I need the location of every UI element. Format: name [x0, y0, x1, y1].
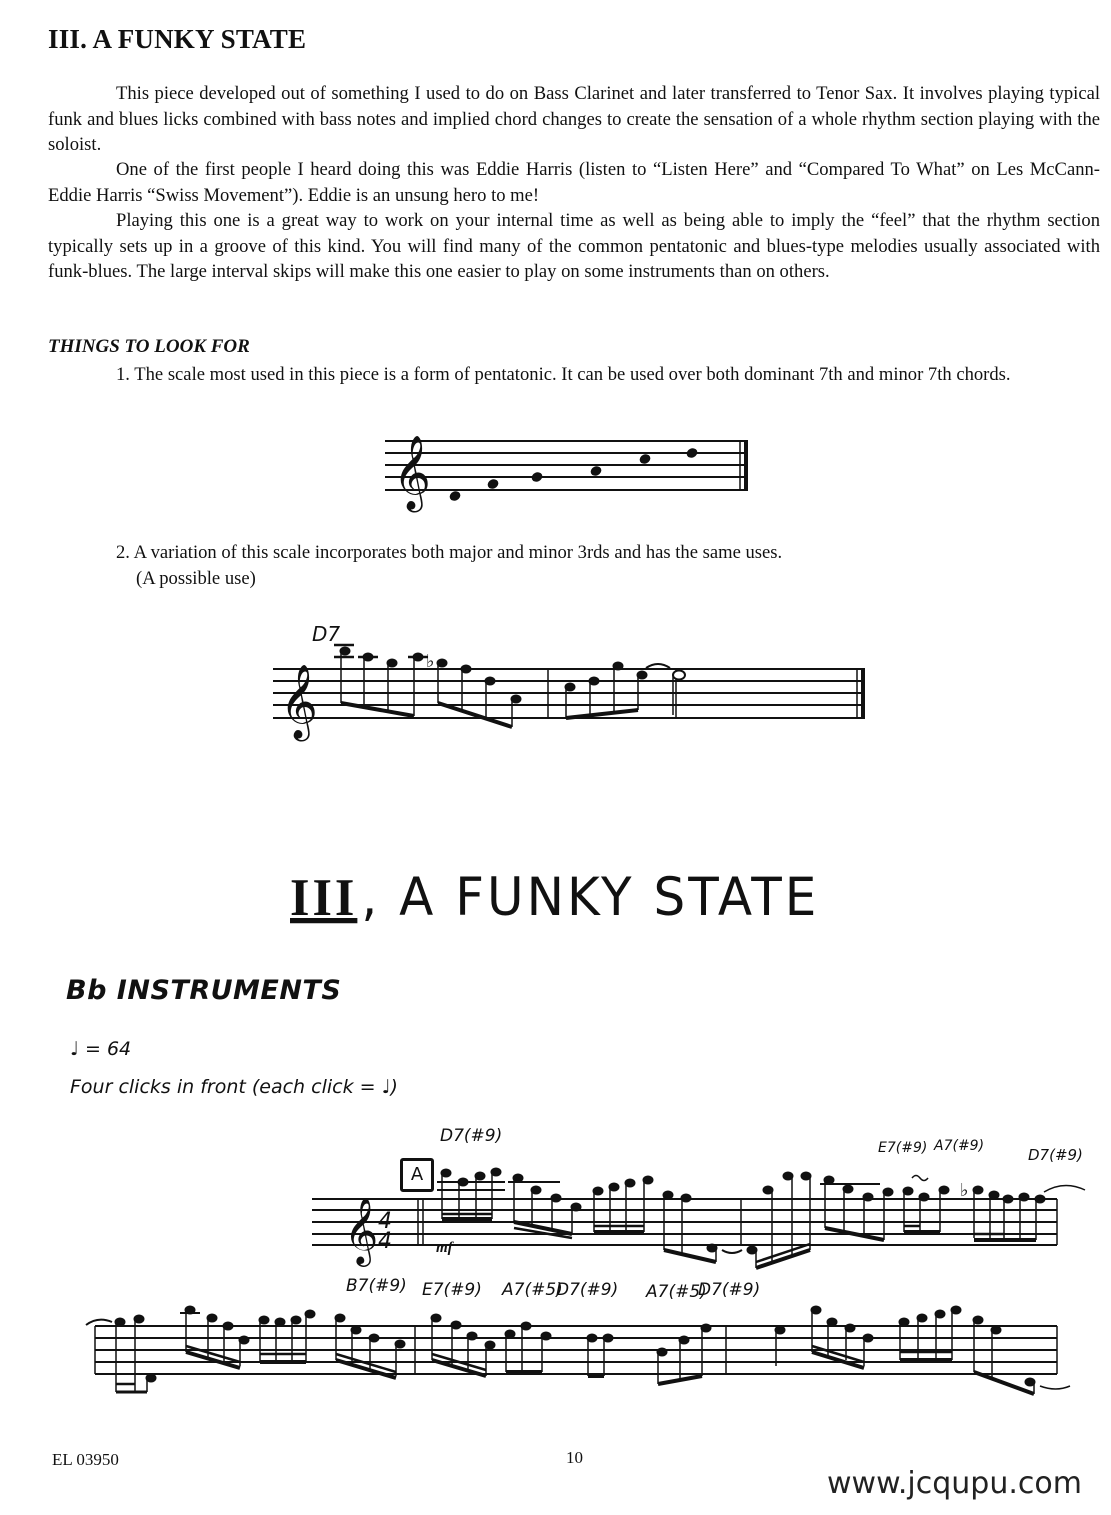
- item-text: A variation of this scale incorporates both major and minor 3rds and has the same uses.: [133, 542, 783, 563]
- item-number: 2.: [116, 542, 130, 563]
- item-text: The scale most used in this piece is a form of pentatonic. It can be used over both dominant 7th and minor 7th chords.: [134, 364, 1011, 385]
- item-subtext: (A possible use): [136, 567, 256, 589]
- dynamic-marking: mf: [436, 1240, 453, 1256]
- chord-symbol: D7(#9): [1028, 1146, 1083, 1164]
- instruments-label: Bb INSTRUMENTS: [66, 975, 342, 1006]
- chord-symbol: D7(#9): [556, 1280, 619, 1300]
- watermark: www.jcqupu.com: [827, 1466, 1082, 1501]
- chord-symbol: A7(#5): [646, 1282, 707, 1302]
- chord-symbol: E7(#9): [878, 1140, 928, 1156]
- svg-text:♭: ♭: [960, 1180, 969, 1201]
- click-instructions: Four clicks in front (each click = ♩): [70, 1076, 398, 1098]
- paragraph-text: One of the first people I heard doing this was Eddie Harris (listen to “Listen Here” and “Compared To What” on Les McCann-Eddie Harris “Swiss Movement”). Eddie is an unsung hero to me!: [48, 159, 1100, 206]
- page-number: 10: [566, 1448, 583, 1467]
- svg-text:4: 4: [378, 1229, 392, 1254]
- scale-staff: [385, 436, 748, 513]
- paragraph-text: Playing this one is a great way to work on your internal time as well as being able to imply the “feel” that the rhythm section typically sets up in a groove of this kind. You will find many of the common pentatonic and blues-type melodies usually associated with funk-blues. The large interval skips will make this one easier to play on some instruments than on others.: [48, 210, 1100, 282]
- treble-clef-icon: 𝄞: [344, 1196, 379, 1264]
- chord-symbol: D7: [312, 622, 341, 646]
- section-title: III. A FUNKY STATE: [48, 24, 307, 54]
- lead-sheet-system-2: [86, 1306, 1070, 1394]
- item-number: 1.: [116, 364, 130, 385]
- chord-symbol: A7(#5): [502, 1280, 563, 1300]
- time-signature: 4: [378, 1209, 392, 1234]
- example-staff: [273, 645, 865, 742]
- things-to-look-for-heading: THINGS TO LOOK FOR: [48, 336, 250, 357]
- chord-symbol: A7(#9): [934, 1138, 985, 1154]
- chord-symbol: D7(#9): [440, 1126, 503, 1146]
- treble-clef-icon: 𝄞: [393, 436, 431, 510]
- chord-symbol: D7(#9): [698, 1280, 761, 1300]
- tempo-marking: ♩ = 64: [70, 1038, 132, 1060]
- chord-symbol: B7(#9): [346, 1276, 407, 1296]
- lead-sheet-title: III, A FUNKY STATE: [290, 866, 820, 928]
- treble-clef-icon: 𝄞: [280, 665, 318, 739]
- rehearsal-mark: A: [400, 1158, 434, 1192]
- paragraph-text: This piece developed out of something I used to do on Bass Clarinet and later transferred to Tenor Sax. It involves playing typical funk and blues licks combined with bass notes and implied chord changes to create the sensation of a whole rhythm section playing with the soloist.: [48, 83, 1100, 155]
- catalog-code: EL 03950: [52, 1450, 119, 1469]
- roman-numeral: III: [290, 867, 358, 927]
- lead-sheet-title-text: A FUNKY STATE: [399, 866, 820, 928]
- svg-text:♭: ♭: [426, 651, 435, 672]
- chord-symbol: E7(#9): [422, 1280, 482, 1300]
